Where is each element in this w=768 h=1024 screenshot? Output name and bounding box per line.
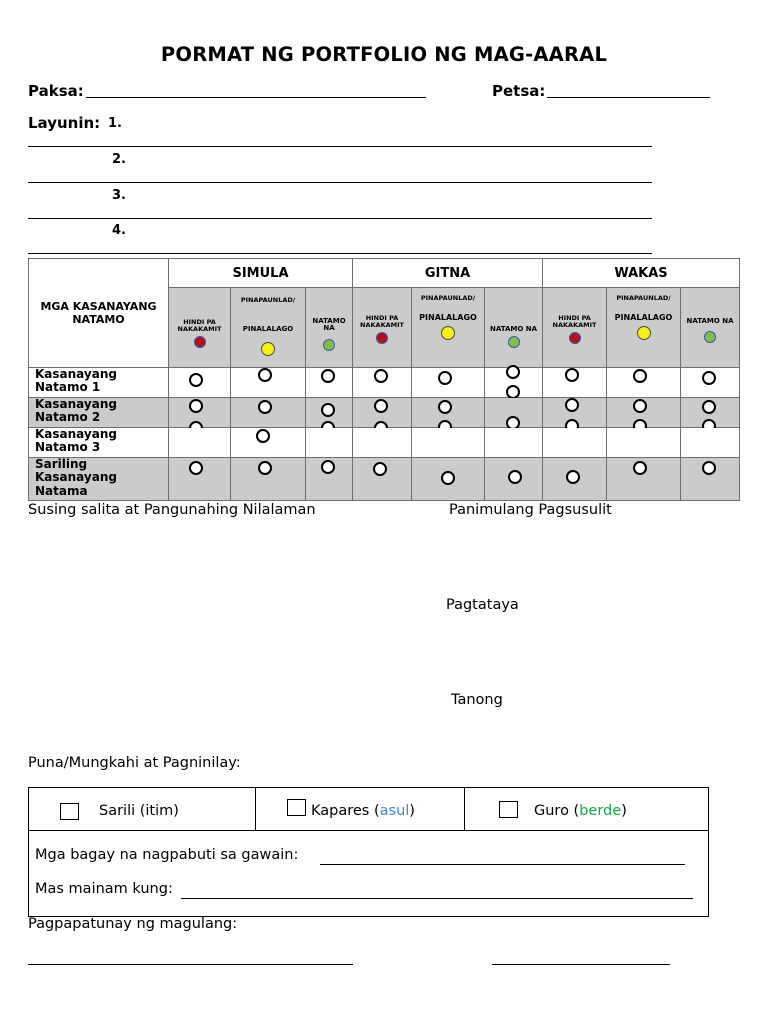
subcol-pinapaunlad (607, 288, 681, 368)
subcol-natamo-na (485, 288, 543, 368)
phase-wakas: WAKAS (543, 259, 740, 288)
rating-cell (543, 368, 607, 398)
rating-cell (543, 458, 607, 501)
rating-radio[interactable] (565, 398, 579, 412)
subcol-label: PINALALAGO (242, 324, 294, 333)
rating-cell (353, 428, 412, 458)
skills-header-cell (29, 259, 169, 368)
rating-radio[interactable] (566, 470, 580, 484)
subcol-natamo-na (681, 288, 740, 368)
rating-cell (607, 368, 681, 398)
rating-radio[interactable] (633, 461, 647, 475)
rating-cell (353, 458, 412, 501)
subcol-label: PINAPAUNLAD/ (420, 294, 476, 302)
rating-cell (543, 398, 607, 428)
rating-cell (607, 428, 681, 458)
subcol-hindi-pa (353, 288, 412, 368)
rating-cell (231, 428, 306, 458)
subcol-label: PINALALAGO (419, 312, 477, 322)
objective-line-4[interactable] (28, 239, 652, 254)
rating-cell (485, 428, 543, 458)
subcol-label: PINAPAUNLAD/ (240, 296, 296, 304)
rating-radio[interactable] (374, 399, 388, 413)
rating-cell (412, 398, 485, 428)
phase-simula: SIMULA (169, 259, 353, 288)
objective-line-2[interactable] (28, 168, 652, 183)
subcol-pinapaunlad (231, 288, 306, 368)
rating-radio[interactable] (321, 403, 335, 417)
rating-radio[interactable] (256, 429, 270, 443)
green-status-dot (508, 336, 520, 348)
petsa-field[interactable] (547, 80, 710, 98)
sarili-checkbox[interactable] (60, 803, 79, 820)
green-status-dot (323, 339, 335, 351)
rating-cell (607, 398, 681, 428)
divider (29, 830, 708, 831)
layunin-label: Layunin: (28, 114, 101, 132)
pagtataya-heading: Pagtataya (446, 597, 519, 613)
subcol-label: NATAMO NA (312, 317, 346, 333)
red-status-dot (569, 332, 581, 344)
paren: ) (409, 803, 415, 819)
rating-cell (607, 458, 681, 501)
guro-text: Guro ( (534, 803, 580, 819)
rating-radio[interactable] (438, 400, 452, 414)
rating-cell (169, 368, 231, 398)
rating-cell (681, 458, 740, 501)
rating-radio[interactable] (508, 470, 522, 484)
rating-radio[interactable] (189, 461, 203, 475)
subcol-pinapaunlad (412, 288, 485, 368)
rating-radio[interactable] (506, 365, 520, 379)
red-status-dot (376, 332, 388, 344)
guro-checkbox[interactable] (499, 801, 518, 818)
sarili-label: Sarili (itim) (99, 803, 179, 819)
rating-cell (306, 458, 353, 501)
rating-radio[interactable] (374, 369, 388, 383)
paksa-label: Paksa: (28, 82, 84, 100)
rating-radio[interactable] (438, 371, 452, 385)
objective-line-3[interactable] (28, 204, 652, 219)
kapares-color-word: asul (379, 803, 410, 819)
subcol-label: HINDI PA NAKAKAMIT (552, 314, 597, 329)
guro-label (534, 803, 627, 819)
pagpapatunay-heading: Pagpapatunay ng magulang: (28, 916, 238, 932)
document-title: PORMAT NG PORTFOLIO NG MAG-AARAL (160, 43, 608, 66)
paksa-field[interactable] (86, 80, 426, 98)
rating-radio[interactable] (189, 399, 203, 413)
rating-cell (485, 458, 543, 501)
divider (464, 788, 465, 830)
rating-cell (353, 398, 412, 428)
objective-number: 1. (108, 116, 122, 131)
subcol-label: HINDI PA NAKAKAMIT (177, 318, 222, 333)
rating-radio[interactable] (702, 461, 716, 475)
signature-date-line[interactable] (492, 947, 670, 965)
feedback-box (28, 787, 709, 917)
yellow-status-dot (441, 326, 455, 340)
subcol-natamo-na (306, 288, 353, 368)
yellow-status-dot (261, 342, 275, 356)
rating-cell (412, 458, 485, 501)
skills-rubric-table (28, 258, 740, 501)
paren: ) (621, 803, 627, 819)
mainam-label: Mas mainam kung: (35, 881, 173, 897)
skills-header-label: MGA KASANAYANG NATAMO (40, 299, 157, 326)
mainam-field[interactable] (181, 881, 693, 899)
subcol-label: HINDI PA NAKAKAMIT (360, 314, 404, 329)
rating-cell (681, 428, 740, 458)
skill-row-label: Kasanayang Natamo 1 (29, 368, 169, 398)
rating-radio[interactable] (258, 400, 272, 414)
divider (255, 788, 256, 830)
objective-number: 4. (112, 223, 126, 238)
rating-cell (412, 428, 485, 458)
rating-cell (169, 428, 231, 458)
subcol-label: NATAMO NA (686, 317, 734, 325)
rating-cell (353, 368, 412, 398)
rating-cell (306, 368, 353, 398)
rating-cell (306, 428, 353, 458)
rating-radio[interactable] (565, 368, 579, 382)
subcol-hindi-pa (169, 288, 231, 368)
subcol-label: NATAMO NA (490, 325, 538, 333)
rating-radio[interactable] (373, 462, 387, 476)
susing-salita-heading: Susing salita at Pangunahing Nilalaman (28, 502, 316, 518)
rating-cell (412, 368, 485, 398)
rating-radio[interactable] (702, 400, 716, 414)
rating-radio[interactable] (189, 373, 203, 387)
guro-color-word: berde (579, 803, 622, 819)
panimulang-pagsusulit-heading: Panimulang Pagsusulit (449, 502, 612, 518)
objective-number: 2. (112, 152, 126, 167)
rating-cell (485, 398, 543, 428)
rating-radio[interactable] (321, 369, 335, 383)
rating-cell (306, 398, 353, 428)
rating-radio[interactable] (702, 371, 716, 385)
red-status-dot (194, 336, 206, 348)
skill-row-label: Sariling Kasanayang Natama (29, 458, 169, 501)
yellow-status-dot (637, 326, 651, 340)
rating-cell (681, 398, 740, 428)
objective-number: 3. (112, 188, 126, 203)
parent-signature-line[interactable] (28, 947, 353, 965)
rating-radio[interactable] (258, 368, 272, 382)
rating-radio[interactable] (441, 471, 455, 485)
rating-radio[interactable] (633, 399, 647, 413)
rating-cell (231, 458, 306, 501)
green-status-dot (704, 331, 716, 343)
skill-row-label: Kasanayang Natamo 3 (29, 428, 169, 458)
objective-line-1[interactable] (28, 132, 652, 147)
bagay-field[interactable] (320, 847, 685, 865)
phase-gitna: GITNA (353, 259, 543, 288)
kapares-text: Kapares ( (311, 803, 380, 819)
rating-cell (169, 458, 231, 501)
rating-cell (231, 398, 306, 428)
rating-radio[interactable] (321, 460, 335, 474)
rating-cell (543, 428, 607, 458)
subcol-hindi-pa (543, 288, 607, 368)
subcol-label: PINALALAGO (614, 312, 673, 322)
rating-radio[interactable] (633, 369, 647, 383)
rating-cell (485, 368, 543, 398)
kapares-label (311, 803, 415, 819)
rating-cell (231, 368, 306, 398)
puna-heading: Puna/Mungkahi at Pagninilay: (28, 755, 241, 771)
skill-row-label: Kasanayang Natamo 2 (29, 398, 169, 428)
subcol-label: PINAPAUNLAD/ (616, 294, 671, 302)
bagay-label: Mga bagay na nagpabuti sa gawain: (35, 847, 299, 863)
kapares-checkbox[interactable] (287, 799, 306, 816)
rating-cell (681, 368, 740, 398)
rating-radio[interactable] (258, 461, 272, 475)
rating-cell (169, 398, 231, 428)
petsa-label: Petsa: (492, 82, 546, 100)
tanong-heading: Tanong (451, 692, 503, 708)
